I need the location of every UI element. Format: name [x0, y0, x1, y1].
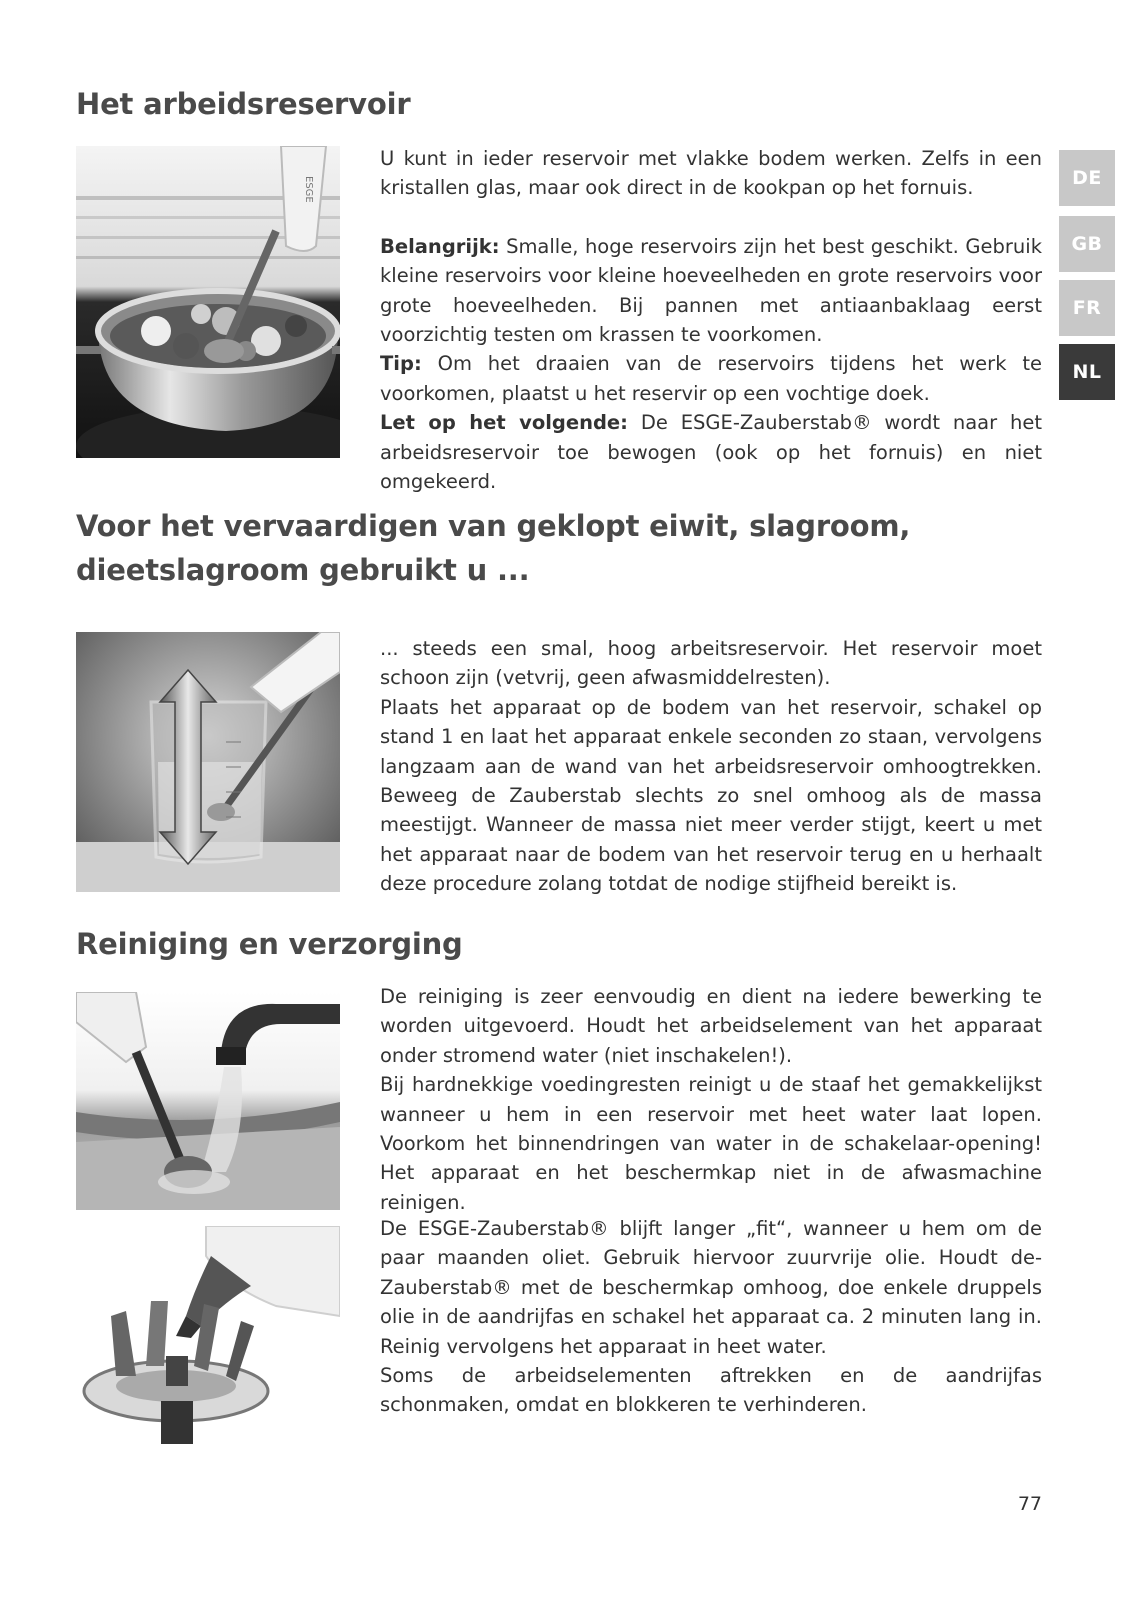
section3-paragraph-2: Bij hardnekkige voedingresten reinigt u de staaf het gemakkelijkst wanneer u hem in een reservoir met heet water laat lopen. Voorkom het binnendringen van water in de schakelaar-opening! Het apparaat en het beschermkap niet in de afwasmachine reinigen.: [380, 1073, 1042, 1214]
section2-paragraph-1: ... steeds een smal, hoog arbeitsreservoir. Het reservoir moet schoon zijn (vetvrij, geen afwasmiddelresten).: [380, 637, 1042, 690]
section2-title-line1: Voor het vervaardigen van geklopt eiwit, slagroom,: [76, 509, 911, 543]
language-tab-fr[interactable]: FR: [1059, 280, 1115, 336]
section1-paragraph-1: U kunt in ieder reservoir met vlakke bodem werken. Zelfs in een kristallen glas, maar ook direct in de kookpan op het fornuis.: [380, 147, 1042, 200]
section2-paragraph-2: Plaats het apparaat op de bodem van het reservoir, schakel op stand 1 en laat het apparaat enkele seconden zo staan, vervolgens langzaam aan de wand van het arbeidsreservoir omhoogtrekken. Beweeg de Zauberstab slechts zo snel omhoog als de massa meestijgt. Wanneer de massa niet meer verder stijgt, keert u met het apparaat naar de bodem van het reservoir terug en u herhaalt deze procedure zolang totdat de nodige stijfheid bereikt is.: [380, 695, 1042, 896]
important-label: Belangrijk:: [380, 234, 500, 258]
oil-bottle-photo: [76, 1226, 340, 1444]
note-text: De ESGE-Zauberstab® wordt naar het arbeidsreservoir toe bewogen (ook op het fornuis) en niet omgekeerd.: [380, 411, 1043, 494]
pot-photo: [76, 146, 340, 458]
section2-text: [380, 634, 1042, 899]
section-title-cleaning: Reiniging en verzorging: [76, 927, 463, 961]
device-brand-label: ESGE: [303, 176, 314, 203]
section3-text-oiling: [380, 1214, 1042, 1420]
beaker-photo: [76, 632, 340, 892]
section1-note: [380, 408, 1042, 496]
language-tab-nl[interactable]: NL: [1059, 344, 1115, 400]
section-title-whipping: [76, 504, 910, 592]
language-tab-de[interactable]: DE: [1059, 150, 1115, 206]
section2-title-line2: dieetslagroom gebruikt u ...: [76, 553, 530, 587]
section-title-reservoir: Het arbeidsreservoir: [76, 87, 411, 121]
note-label: Let op het volgende:: [380, 411, 628, 435]
section3-paragraph-3: De ESGE-Zauberstab® blijft langer „fit“, wanneer u hem om de paar maanden oliet. Gebruik hiervoor zuurvrije olie. Houdt de-Zauberstab® met de beschermkap omhoog, doe enkele druppels olie in de aandrijfas en schakel het apparaat ca. 2 minuten lang in. Reinig vervolgens het apparaat in heet water.: [380, 1217, 1042, 1358]
page-number: 77: [1017, 1493, 1042, 1515]
section3-paragraph-4: Soms de arbeidselementen aftrekken en de aandrijfas schonmaken, omdat en blokkeren te verhinderen.: [380, 1364, 1042, 1417]
tip-label: Tip:: [380, 352, 422, 376]
section3-paragraph-1: De reiniging is zeer eenvoudig en dient na iedere bewerking te worden uitgevoerd. Houdt het arbeidselement van het apparaat onder stromend water (niet inschakelen!).: [380, 985, 1042, 1067]
tap-photo: [76, 992, 340, 1210]
language-tab-gb[interactable]: GB: [1059, 216, 1115, 272]
section1-text: [380, 144, 1042, 496]
section3-text-cleaning: [380, 982, 1042, 1217]
section1-tip: [380, 349, 1042, 408]
tip-text: Om het draaien van de reservoirs tijdens het werk te voorkomen, plaatst u het reservir op een vochtige doek.: [380, 352, 1042, 405]
section1-important: [380, 232, 1042, 350]
important-text: Smalle, hoge reservoirs zijn het best geschikt. Gebruik kleine reservoirs voor kleine hoeveelheden en grote reservoirs voor grote hoeveelheden. Bij pannen met antiaanbaklaag eerst voorzichtig testen om krassen te voorkomen.: [380, 234, 1042, 347]
